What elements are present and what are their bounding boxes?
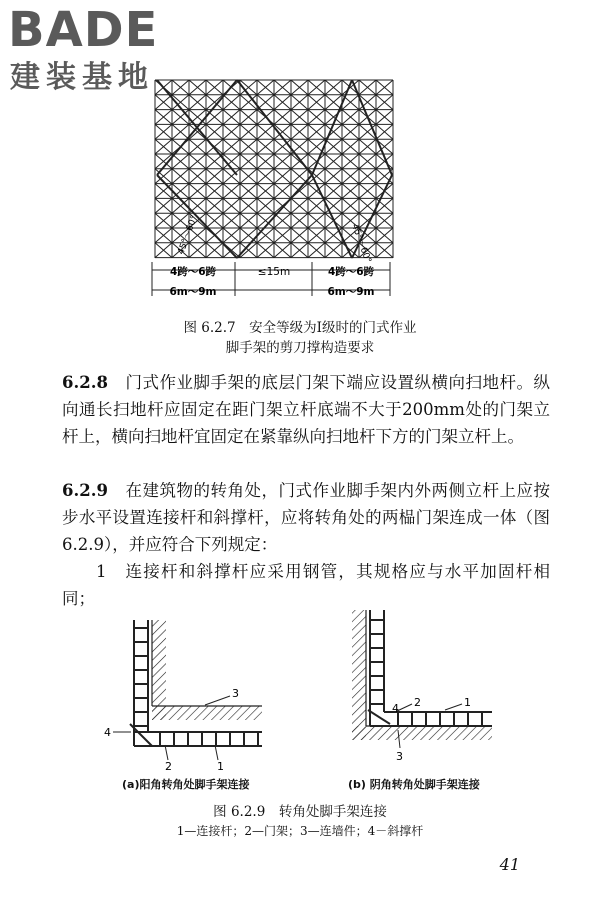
fig-b-label-3: 3: [396, 750, 403, 763]
figure-6-2-9-caption: 图 6.2.9 转角处脚手架连接: [213, 804, 387, 820]
dim-top-3: 4跨～6跨: [327, 266, 375, 278]
dim-top-2: ≤15m: [257, 266, 291, 278]
figure-b: [352, 610, 492, 748]
section-6-2-8: [62, 369, 550, 450]
figure-6-2-9-legend: 1—连接杆；2—门架；3—连墙件；4－斜撑杆: [176, 824, 424, 838]
section-6-2-8-number: 6.2.8: [62, 373, 108, 392]
brand-subtitle: 建装基地: [10, 60, 154, 95]
figure-6-2-9: [0, 600, 600, 800]
dim-bottom-2: 6m～9m: [327, 286, 375, 298]
section-6-2-9-number: 6.2.9: [62, 481, 108, 500]
figure-6-2-7: [0, 0, 600, 310]
sub-caption-a: (a)阳角转角处脚手架连接: [122, 778, 250, 791]
figure-a: [113, 620, 262, 760]
brace-line: [352, 80, 392, 175]
sub-caption-b: (b) 阴角转角处脚手架连接: [348, 778, 480, 791]
figure-6-2-7-caption-line1: 图 6.2.7 安全等级为Ⅰ级时的门式作业: [183, 320, 417, 336]
fig-b-label-1: 1: [464, 696, 471, 709]
item-1-text: 连接杆和斜撑杆应采用钢管，其规格应与水平加固杆相同；: [62, 562, 551, 608]
dim-bottom-1: 6m～9m: [169, 286, 217, 298]
fig-b-label-4: 4: [392, 702, 399, 715]
fig-a-label-4: 4: [104, 726, 111, 739]
brand-logo: BADE: [8, 2, 159, 58]
fig-a-label-1: 1: [217, 760, 224, 773]
item-1-number: 1: [96, 562, 107, 581]
section-6-2-9: [62, 477, 550, 558]
fig-a-label-2: 2: [165, 760, 172, 773]
section-6-2-8-text: 门式作业脚手架的底层门架下端应设置纵横向扫地杆。纵向通长扫地杆应固定在距门架立杆底端不大于200mm处的门架立杆上，横向扫地杆宜固定在紧靠纵向扫地杆下方的门架立杆上。: [62, 373, 551, 446]
figure-6-2-7-caption-line2: 脚手架的剪刀撑构造要求: [225, 340, 375, 356]
dim-top-1: 4跨～6跨: [169, 266, 217, 278]
angle-label-right: 45°～60°: [349, 222, 373, 265]
angle-label-left: 45°～60°: [176, 214, 200, 257]
fig-a-label-3: 3: [232, 687, 239, 700]
page-number: 41: [499, 855, 520, 874]
section-6-2-9-text: 在建筑物的转角处，门式作业脚手架内外两侧立杆上应按步水平设置连接杆和斜撑杆，应将转角处的两榀门架连成一体（图6.2.9），并应符合下列规定：: [62, 481, 551, 554]
fig-b-label-2: 2: [414, 696, 421, 709]
